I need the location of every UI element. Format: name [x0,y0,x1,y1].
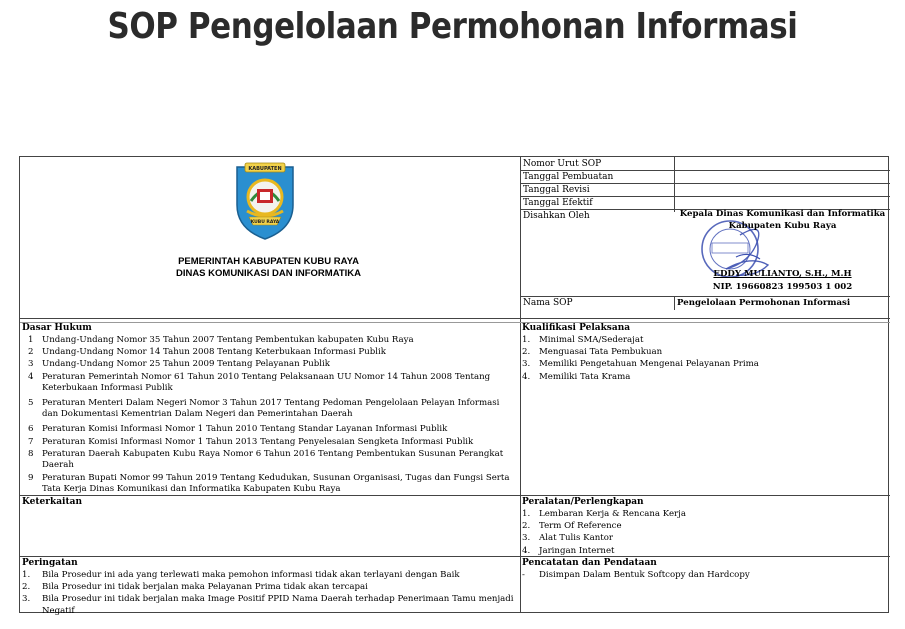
list-item: 2 Undang-Undang Nomor 14 Tahun 2008 Tentang Keterbukaan Informasi Publik [28,347,386,358]
section-keterkaitan [22,497,518,508]
section-peralatan [522,497,888,557]
signer-title-1: Kepala Dinas Komunikasi dan Informatika [679,209,886,219]
meta-label: Tanggal Efektif [523,198,593,208]
kualifikasi-list [522,335,888,383]
section-kualifikasi-pelaksana [522,323,888,383]
kubu-raya-emblem-icon [231,161,299,241]
section-title: Kualifikasi Pelaksana [522,323,631,333]
svg-text:KABUPATEN: KABUPATEN [248,166,282,172]
dasar-hukum-list [22,335,518,496]
org-name-line-1: PEMERINTAH KABUPATEN KUBU RAYA [178,256,359,267]
meta-row-tanggal-pembuatan [521,171,890,183]
list-item: 9 Peraturan Bupati Nomor 99 Tahun 2019 Tentang Kedudukan, Susunan Organisasi, Tugas dan Fungsi Serta Tata Kerja Dinas Komunikasi dan Informatika Kabupaten Kubu Raya [28,473,510,495]
sop-document-table [19,156,889,616]
meta-row-tanggal-revisi [521,184,890,196]
list-item: 3. Bila Prosedur ini tidak berjalan maka Image Positif PPID Nama Daerah terhadap Penerimaan Tamu menjadi Negatif [22,594,514,616]
list-item: 3. Memiliki Pengetahuan Mengenai Pelayanan Prima [522,359,759,370]
list-item: 6 Peraturan Komisi Informasi Nomor 1 Tahun 2010 Tentang Standar Layanan Informasi Publik [28,424,448,435]
list-item: 3 Undang-Undang Nomor 25 Tahun 2009 Tentang Pelayanan Publik [28,359,330,370]
list-item: 3. Alat Tulis Kantor [522,533,613,544]
nama-sop-value: Pengelolaan Permohonan Informasi [677,298,851,308]
list-item: 4 Peraturan Pemerintah Nomor 61 Tahun 2010 Tentang Pelaksanaan UU Nomor 14 Tahun 2008 Tentang Keterbukaan Informasi Publik [28,371,491,393]
meta-label: Tanggal Revisi [523,185,590,195]
list-item: 1 Undang-Undang Nomor 35 Tahun 2007 Tentang Pembentukan kabupaten Kubu Raya [28,335,414,345]
section-title: Pencatatan dan Pendataan [522,558,657,568]
org-name-line-2: DINAS KOMUNIKASI DAN INFORMATIKA [175,268,362,279]
list-item: 4. Memiliki Tata Krama [522,371,631,382]
svg-text:KUBU RAYA: KUBU RAYA [250,220,280,225]
peringatan-list [22,570,518,617]
list-item: 5 Peraturan Menteri Dalam Negeri Nomor 3 Tahun 2017 Tentang Pedoman Pengelolaan Pelayan Informasi dan Dokumentasi Kementrian Dalam Negeri dan Pemerintahan Daerah [28,398,500,420]
kubu-raya-logo [231,161,299,241]
section-pencatatan [522,558,888,581]
list-item: 7 Peraturan Komisi Informasi Nomor 1 Tahun 2013 Tentang Penyelesaian Sengketa Informasi Publik [28,436,474,447]
section-title: Peralatan/Perlengkapan [522,497,644,507]
list-item: 2. Term Of Reference [522,521,622,532]
section-title: Keterkaitan [22,497,82,507]
signer-name: EDDY MULIANTO, S.H., M.H [713,269,852,279]
pencatatan-list [522,570,888,581]
list-item: 8 Peraturan Daerah Kabupaten Kubu Raya Nomor 6 Tahun 2016 Tentang Pembentukan Susunan Perangkat Daerah [28,448,504,471]
nama-sop-label: Nama SOP [523,298,573,308]
meta-label: Tanggal Pembuatan [523,172,614,182]
list-item: 2. Menguasai Tata Pembukuan [522,347,663,358]
list-item: 1. Minimal SMA/Sederajat [522,335,644,345]
list-item: - Disimpan Dalam Bentuk Softcopy dan Hardcopy [522,570,750,580]
section-dasar-hukum [22,323,518,496]
list-item: 4. Jaringan Internet [522,545,615,556]
list-item: 1. Lembaran Kerja & Rencana Kerja [522,509,686,519]
meta-label: Nomor Urut SOP [523,159,602,169]
disahkan-label: Disahkan Oleh [523,211,590,221]
meta-row-nomor-urut [521,158,890,170]
peralatan-list [522,509,888,557]
section-title: Dasar Hukum [22,323,92,333]
section-divider [20,318,890,319]
section-title: Peringatan [22,558,78,568]
meta-row-nama-sop [521,297,890,309]
section-peringatan [22,558,518,617]
list-item: 2. Bila Prosedur ini tidak berjalan maka Pelayanan Prima tidak akan tercapai [22,582,368,593]
meta-row-tanggal-efektif [521,197,890,209]
signer-title-2: Kabupaten Kubu Raya [728,221,837,231]
table-divider-vertical [520,157,521,613]
page-title: SOP Pengelolaan Permohonan Informasi [107,6,798,47]
list-item: 1. Bila Prosedur ini ada yang terlewati maka pemohon informasi tidak akan terlayani dengan Baik [22,570,460,580]
signer-nip: NIP. 19660823 199503 1 002 [712,282,853,292]
